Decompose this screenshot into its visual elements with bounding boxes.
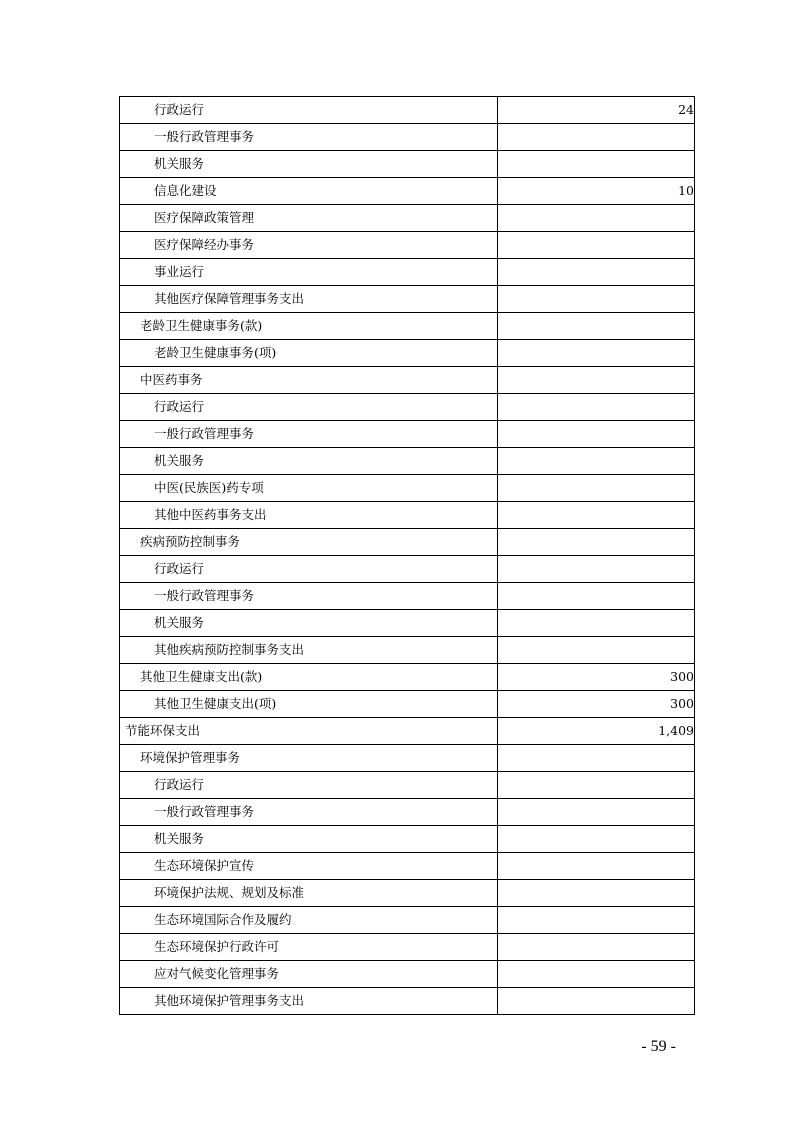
table-row [120,502,695,529]
row-item-name: 机关服务 [120,826,498,853]
row-amount [498,637,695,664]
table-row [120,529,695,556]
table-row [120,475,695,502]
page-number: - 59 - [641,1038,676,1055]
row-amount [498,934,695,961]
table-row [120,610,695,637]
row-item-name: 机关服务 [120,610,498,637]
row-amount [498,448,695,475]
row-item-name: 事业运行 [120,259,498,286]
row-amount [498,880,695,907]
row-amount [498,988,695,1015]
row-amount: 10 [498,178,695,205]
row-item-name: 其他疾病预防控制事务支出 [120,637,498,664]
table-row [120,961,695,988]
table-row [120,448,695,475]
row-amount [498,556,695,583]
table-row [120,745,695,772]
row-amount [498,799,695,826]
row-amount: 24 [498,97,695,124]
row-amount [498,286,695,313]
row-item-name: 中医药事务 [120,367,498,394]
row-amount [498,907,695,934]
row-amount [498,421,695,448]
row-item-name: 医疗保障政策管理 [120,205,498,232]
table-row [120,178,695,205]
table-row [120,97,695,124]
row-amount [498,367,695,394]
row-amount [498,394,695,421]
table-row [120,340,695,367]
row-amount [498,475,695,502]
row-amount [498,529,695,556]
table-row [120,853,695,880]
table-row [120,880,695,907]
row-item-name: 节能环保支出 [120,718,498,745]
row-item-name: 一般行政管理事务 [120,583,498,610]
table-row [120,556,695,583]
row-item-name: 老龄卫生健康事务(项) [120,340,498,367]
table-row [120,664,695,691]
row-item-name: 疾病预防控制事务 [120,529,498,556]
table-row [120,826,695,853]
table-row [120,988,695,1015]
row-item-name: 生态环境保护行政许可 [120,934,498,961]
row-item-name: 生态环境国际合作及履约 [120,907,498,934]
table-row [120,232,695,259]
row-item-name: 一般行政管理事务 [120,124,498,151]
row-item-name: 医疗保障经办事务 [120,232,498,259]
row-amount [498,772,695,799]
row-amount [498,232,695,259]
row-item-name: 环境保护法规、规划及标准 [120,880,498,907]
row-amount: 1,409 [498,718,695,745]
table-row [120,934,695,961]
row-item-name: 一般行政管理事务 [120,421,498,448]
row-amount: 300 [498,691,695,718]
row-item-name: 机关服务 [120,151,498,178]
table-row [120,313,695,340]
row-amount [498,313,695,340]
row-amount [498,340,695,367]
row-item-name: 其他卫生健康支出(款) [120,664,498,691]
table-row [120,799,695,826]
row-item-name: 其他环境保护管理事务支出 [120,988,498,1015]
table-row [120,637,695,664]
row-amount [498,259,695,286]
budget-table [119,96,695,1015]
table-row [120,124,695,151]
row-amount [498,961,695,988]
row-item-name: 行政运行 [120,556,498,583]
row-amount [498,124,695,151]
row-item-name: 行政运行 [120,772,498,799]
row-item-name: 行政运行 [120,394,498,421]
table-row [120,205,695,232]
row-item-name: 机关服务 [120,448,498,475]
table-row [120,583,695,610]
table-row [120,151,695,178]
table-row [120,772,695,799]
row-amount [498,745,695,772]
row-amount [498,826,695,853]
table-row [120,367,695,394]
row-item-name: 其他医疗保障管理事务支出 [120,286,498,313]
table-row [120,421,695,448]
row-item-name: 中医(民族医)药专项 [120,475,498,502]
row-item-name: 应对气候变化管理事务 [120,961,498,988]
table-row [120,286,695,313]
table-row [120,259,695,286]
row-item-name: 信息化建设 [120,178,498,205]
row-item-name: 一般行政管理事务 [120,799,498,826]
row-amount: 300 [498,664,695,691]
row-amount [498,205,695,232]
row-item-name: 生态环境保护宣传 [120,853,498,880]
row-amount [498,151,695,178]
row-item-name: 环境保护管理事务 [120,745,498,772]
table-row [120,394,695,421]
row-amount [498,610,695,637]
row-amount [498,853,695,880]
row-item-name: 行政运行 [120,97,498,124]
row-item-name: 老龄卫生健康事务(款) [120,313,498,340]
budget-table-body [120,97,695,1015]
table-row [120,907,695,934]
table-row [120,718,695,745]
row-amount [498,583,695,610]
row-amount [498,502,695,529]
table-row [120,691,695,718]
row-item-name: 其他中医药事务支出 [120,502,498,529]
row-item-name: 其他卫生健康支出(项) [120,691,498,718]
